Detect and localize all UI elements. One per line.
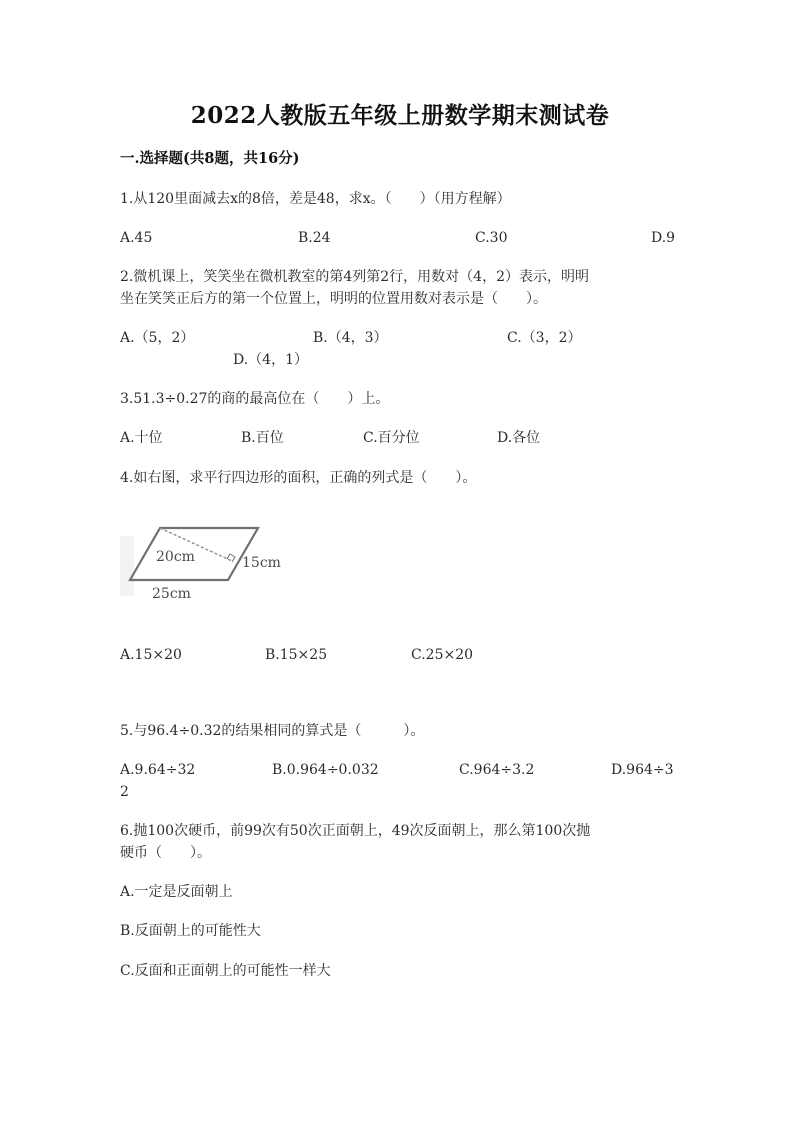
question-3-stem: 3.51.3÷0.27的商的最高位在（ ）上。 [120,391,390,407]
question-6-stem-line2: 硬币（ ）。 [120,845,211,861]
q1-option-d: D.9 [651,230,676,246]
q3-option-b: B.百位 [241,430,284,446]
q1-option-c: C.30 [475,230,508,246]
section-heading: 一.选择题(共8题，共16分) [120,150,300,167]
q2-option-a: A.（5，2） [120,330,195,346]
q2-option-b: B.（4，3） [313,330,388,346]
q3-option-c: C.百分位 [363,430,420,446]
q1-option-b: B.24 [298,230,331,246]
question-5-stem: 5.与96.4÷0.32的结果相同的算式是（ ）。 [120,723,425,739]
question-4-stem: 4.如右图，求平行四边形的面积，正确的列式是（ ）。 [120,470,477,486]
question-1-stem: 1.从120里面减去x的8倍，差是48，求x。（ ）（用方程解） [120,191,511,207]
q6-option-a: A.一定是反面朝上 [120,884,233,900]
q4-option-c: C.25×20 [411,647,474,663]
q5-option-a: A.9.64÷32 [120,762,196,778]
q2-option-c: C.（3，2） [507,330,582,346]
q4-option-a: A.15×20 [120,647,182,663]
q3-option-a: A.十位 [120,430,163,446]
label-15cm: 15cm [242,555,281,571]
question-2-stem-line2: 坐在笑笑正后方的第一个位置上，明明的位置用数对表示是（ ）。 [120,291,547,307]
question-2-stem-line1: 2.微机课上，笑笑坐在微机教室的第4列第2行，用数对（4，2）表示，明明 [120,269,589,285]
q3-option-d: D.各位 [497,430,541,446]
q5-option-c: C.964÷3.2 [459,762,535,778]
q1-option-a: A.45 [120,230,153,246]
page-title: 2022人教版五年级上册数学期末测试卷 [190,102,610,129]
q5-option-d: D.964÷3 [611,762,674,778]
q2-option-d: D.（4，1） [233,352,308,368]
label-20cm: 20cm [156,549,195,565]
parallelogram-figure [120,518,295,606]
q6-option-c: C.反面和正面朝上的可能性一样大 [120,963,331,979]
q5-option-d-wrap: 2 [120,784,129,800]
question-6-stem-line1: 6.抛100次硬币，前99次有50次正面朝上，49次反面朝上，那么第100次抛 [120,823,591,839]
q6-option-b: B.反面朝上的可能性大 [120,923,261,939]
label-25cm: 25cm [152,586,191,602]
right-angle-mark [227,554,235,562]
q4-option-b: B.15×25 [265,647,328,663]
q5-option-b: B.0.964÷0.032 [272,762,379,778]
